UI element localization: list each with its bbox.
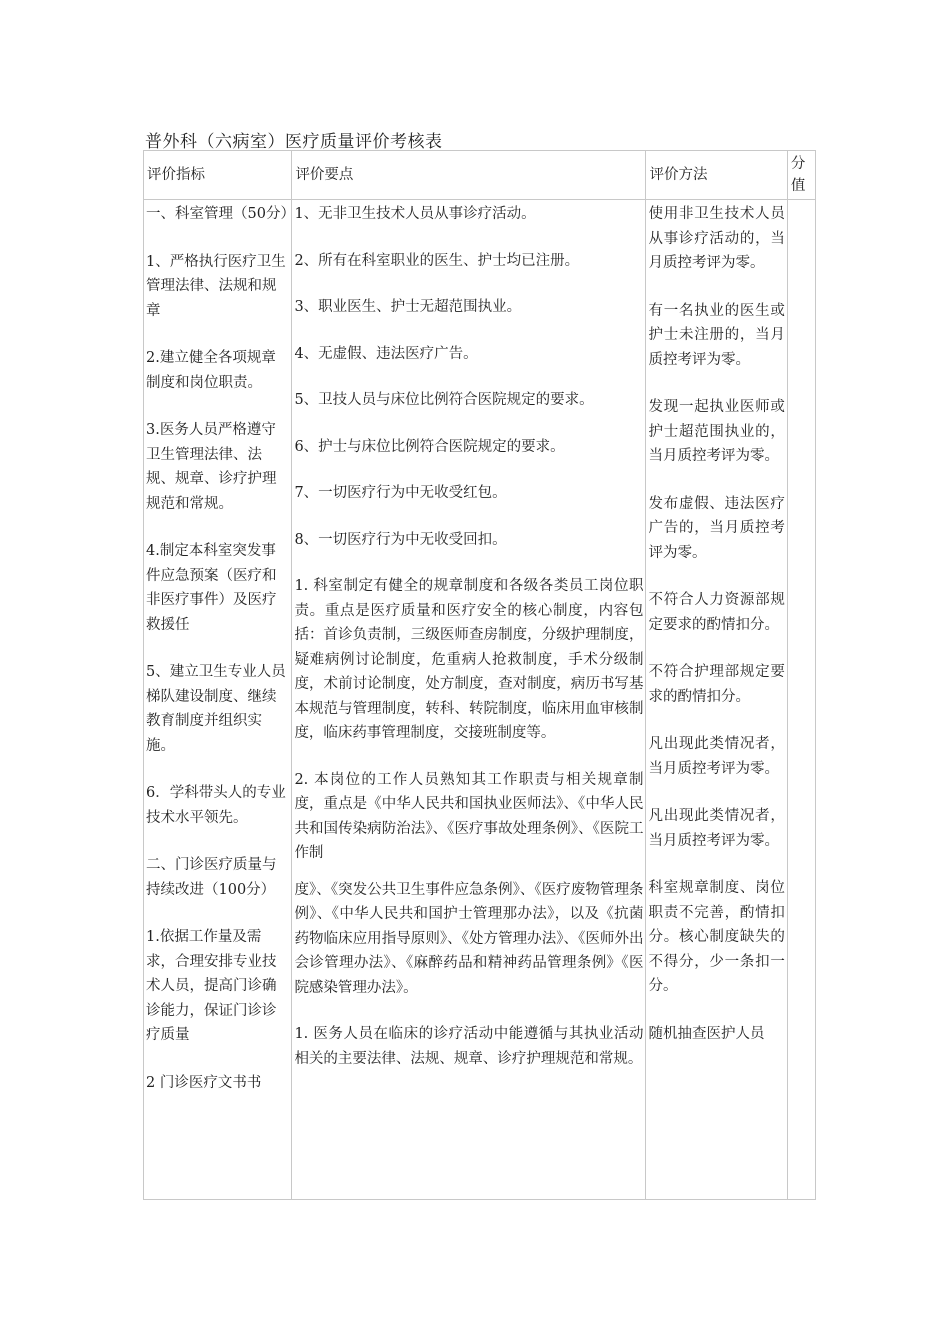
indicator-item: 1.依据工作量及需求，合理安排专业技术人员，提高门诊确诊能力，保证门诊诊疗质量 — [146, 929, 277, 1043]
indicator-item: 3.医务人员严格遵守卫生管理法律、法规、规章、诊疗护理规范和常规。 — [146, 422, 277, 512]
document-title: 普外科（六病室）医疗质量评价考核表 — [145, 132, 443, 152]
indicator-item: 一、科室管理（50分） — [146, 206, 295, 222]
table-body-row — [144, 200, 816, 1200]
header-score: 分值 — [787, 151, 815, 200]
method-cell — [646, 200, 787, 1200]
indicator-item: 6．学科带头人的专业技术水平领先。 — [146, 785, 286, 826]
evaluation-table — [143, 150, 816, 1200]
method-item: 不符合人力资源部规定要求的酌情扣分。 — [648, 592, 785, 633]
indicator-item: 2 门诊医疗文书书 — [146, 1074, 262, 1091]
requirement-item: 度》、《突发公共卫生事件应急条例》、《医疗废物管理条例》、《中华人民共和国护士管理那办法》，以及《抗菌药物临床应用指导原则》、《处方管理办法》、《医师外出会诊管理办法》、《麻醉药品和精神药品管理条例》《医院感染管理办法》。 — [294, 881, 644, 996]
requirement-item: 8、一切医疗行为中无收受回扣。 — [294, 531, 507, 548]
indicator-item: 二、门诊医疗质量与持续改进（100分） — [146, 857, 277, 898]
method-item: 不符合护理部规定要求的酌情扣分。 — [648, 664, 785, 705]
table-header-row — [144, 151, 816, 200]
header-method: 评价方法 — [646, 151, 787, 200]
method-item: 使用非卫生技术人员从事诊疗活动的，当月质控考评为零。 — [648, 206, 785, 271]
requirement-item: 3、职业医生、护士无超范围执业。 — [294, 299, 522, 315]
indicator-item: 5、建立卫生专业人员梯队建设制度、继续教育制度并组织实施。 — [146, 664, 286, 754]
indicator-item: 4.制定本科室突发事件应急预案（医疗和非医疗事件）及医疗救援任 — [146, 543, 277, 633]
requirement-item: 2、所有在科室职业的医生、护士均已注册。 — [294, 252, 580, 269]
score-cell — [787, 200, 815, 1200]
requirement-item: 2. 本岗位的工作人员熟知其工作职责与相关规章制度，重点是《中华人民共和国执业医师法》、《中华人民共和国传染病防治法》、《医疗事故处理条例》、《医院工作制 — [294, 771, 644, 861]
requirement-item: 6、护士与床位比例符合医院规定的要求。 — [294, 438, 565, 455]
indicator-cell — [144, 200, 295, 1200]
header-requirement: 评价要点 — [292, 151, 646, 200]
requirement-item: 1、无非卫生技术人员从事诊疗活动。 — [294, 206, 536, 222]
method-item: 发布虚假、违法医疗广告的，当月质控考评为零。 — [648, 495, 785, 561]
requirement-item: 1. 科室制定有健全的规章制度和各级各类员工岗位职责。重点是医疗质量和医疗安全的核心制度，内容包括：首诊负责制，三级医师查房制度，分级护理制度，疑难病例讨论制度，危重病人抢救制度，手术分级制度，术前讨论制度，处方制度，查对制度，病历书写基本规范与管理制度，转科、转院制度，临床用血审核制度，临床药事管理制度，交接班制度等。 — [294, 578, 644, 741]
requirement-item: 5、卫技人员与床位比例符合医院规定的要求。 — [294, 392, 594, 408]
requirement-item: 4、无虚假、违法医疗广告。 — [294, 345, 478, 362]
method-item: 凡出现此类情况者，当月质控考评为零。 — [648, 808, 785, 849]
method-item: 凡出现此类情况者，当月质控考评为零。 — [648, 736, 785, 777]
header-indicator: 评价指标 — [144, 151, 292, 200]
indicator-item: 2.建立健全各项规章制度和岗位职责。 — [146, 350, 276, 391]
requirement-item: 7、一切医疗行为中无收受红包。 — [294, 485, 507, 501]
method-item: 随机抽查医护人员 — [648, 1025, 765, 1042]
indicator-item: 1、严格执行医疗卫生管理法律、法规和规章 — [146, 253, 286, 319]
requirement-cell — [292, 200, 646, 1200]
method-item: 有一名执业的医生或护士未注册的，当月质控考评为零。 — [648, 302, 785, 368]
method-item: 发现一起执业医师或护士超范围执业的，当月质控考评为零。 — [648, 399, 785, 464]
requirement-item: 1. 医务人员在临床的诊疗活动中能遵循与其执业活动相关的主要法律、法规、规章、诊疗护理规范和常规。 — [294, 1026, 644, 1067]
method-item: 科室规章制度、岗位职责不完善，酌情扣分。核心制度缺失的不得分，少一条扣一分。 — [648, 880, 785, 994]
